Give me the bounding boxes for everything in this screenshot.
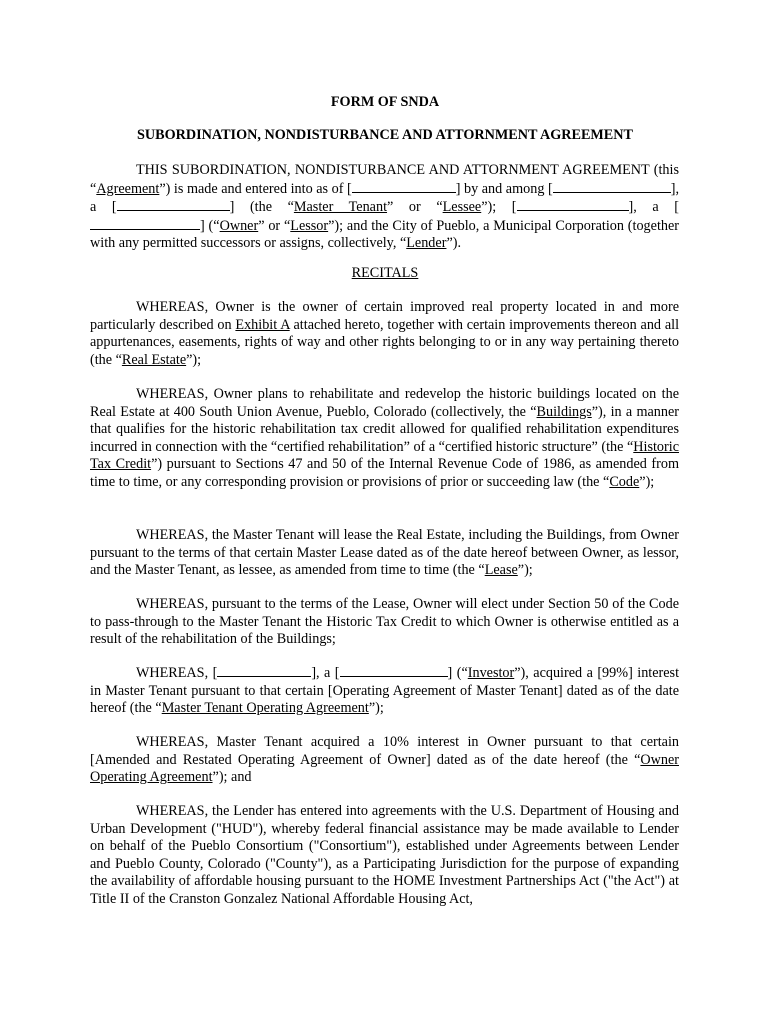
recital-paragraph-3: WHEREAS, the Master Tenant will lease the Real Estate, including the Buildings, from Owner pursuant to the terms of that certain Master Lease dated as of the date hereof between Owner, as lessor, and the Master Tenant, as lessee, as amended from time to time (the “Lease”); <box>90 527 679 579</box>
defined-term-exhibit-a: Exhibit A <box>235 316 290 333</box>
document-subtitle: SUBORDINATION, NONDISTURBANCE AND ATTORNMENT AGREEMENT <box>137 127 633 143</box>
recital-paragraph-2: WHEREAS, Owner plans to rehabilitate and redevelop the historic buildings located on the Real Estate at 400 South Union Avenue, Pueblo, Colorado (collectively, the “Buildings”), in a manner that qualifies for the historic rehabilitation tax credit allowed for qualified rehabilitation expenditures incurred in connection with the “certified rehabilitation” of a “certified historic structure” (the “Historic Tax Credit”) pursuant to Sections 47 and 50 of the Internal Revenue Code of 1986, as amended from time to time, or any corresponding provision or provisions of prior or succeeding law (the “Code”); <box>90 386 680 490</box>
date-blank <box>352 180 456 193</box>
master-tenant-name-blank <box>553 180 671 193</box>
recitals-heading: RECITALS <box>351 265 419 281</box>
defined-term-lease: Lease <box>484 562 518 579</box>
defined-term-lessor: Lessor <box>290 217 329 234</box>
defined-term-real-estate: Real Estate <box>121 351 187 368</box>
defined-term-historic-tax-credit: Historic Tax Credit <box>90 438 679 473</box>
defined-term-agreement: Agreement <box>96 180 160 197</box>
defined-term-owner: Owner <box>219 217 259 234</box>
owner-entity-blank <box>90 217 200 230</box>
recital-paragraph-5: WHEREAS, [ ], a [ ] (“Investor”), acquired a [99%] interest in Master Tenant pursuant to that certain [Operating Agreement of Master Tenant] dated as of the date hereof (the “Master Tenant Operating Agreement”); <box>90 665 680 717</box>
defined-term-code: Code <box>609 473 640 490</box>
investor-entity-blank <box>340 664 448 677</box>
owner-name-blank <box>517 198 629 211</box>
intro-paragraph: THIS SUBORDINATION, NONDISTURBANCE AND ATTORNMENT AGREEMENT (this “Agreement”) is made and entered into as of [ ] by and among [ ], a [ ] (the “Master Tenant” or “Lessee”); [ ], a [] (“Owner” or “Lessor”); and the City of Pueblo, a Municipal Corporation (together with any permitted successors or assigns, collectively, “Lender”). <box>90 162 680 252</box>
investor-name-blank <box>217 664 311 677</box>
document-title: FORM OF SNDA <box>330 94 440 110</box>
defined-term-investor: Investor <box>467 665 515 681</box>
defined-term-master-tenant: Master Tenant <box>293 199 388 216</box>
defined-term-lender: Lender <box>406 235 447 252</box>
recital-paragraph-4: WHEREAS, pursuant to the terms of the Lease, Owner will elect under Section 50 of the Code to pass-through to the Master Tenant the Historic Tax Credit to which Owner is otherwise entitled as a result of the rehabilitation of the Buildings; <box>90 596 679 648</box>
recital-paragraph-1: WHEREAS, Owner is the owner of certain improved real property located in and more particularly described on Exhibit A attached hereto, together with certain improvements thereon and all appurtenances, easements, rights of way and other rights belonging to or in any way pertaining thereto (the “Real Estate”); <box>90 299 680 368</box>
defined-term-buildings: Buildings <box>536 403 592 420</box>
defined-term-master-tenant-operating-agreement: Master Tenant Operating Agreement <box>161 700 369 717</box>
master-tenant-entity-blank <box>117 198 230 211</box>
recital-paragraph-7: WHEREAS, the Lender has entered into agreements with the U.S. Department of Housing and Urban Development ("HUD"), whereby federal financial assistance may be made available to Lender on behalf of the Pueblo Consortium ("Consortium"), established under Agreements between Lender and Pueblo County, Colorado ("County"), as a Participating Jurisdiction for the purpose of expanding the availability of affordable housing pursuant to the HOME Investment Partnerships Act ("the Act") at Title II of the Cranston Gonzalez National Affordable Housing Act, <box>90 803 679 907</box>
recital-paragraph-6: WHEREAS, Master Tenant acquired a 10% interest in Owner pursuant to that certain [Amended and Restated Operating Agreement of Owner] dated as of the date hereof (the “Owner Operating Agreement”); and <box>90 734 679 786</box>
defined-term-lessee: Lessee <box>442 199 482 216</box>
defined-term-owner-operating-agreement: Owner Operating Agreement <box>90 751 679 786</box>
